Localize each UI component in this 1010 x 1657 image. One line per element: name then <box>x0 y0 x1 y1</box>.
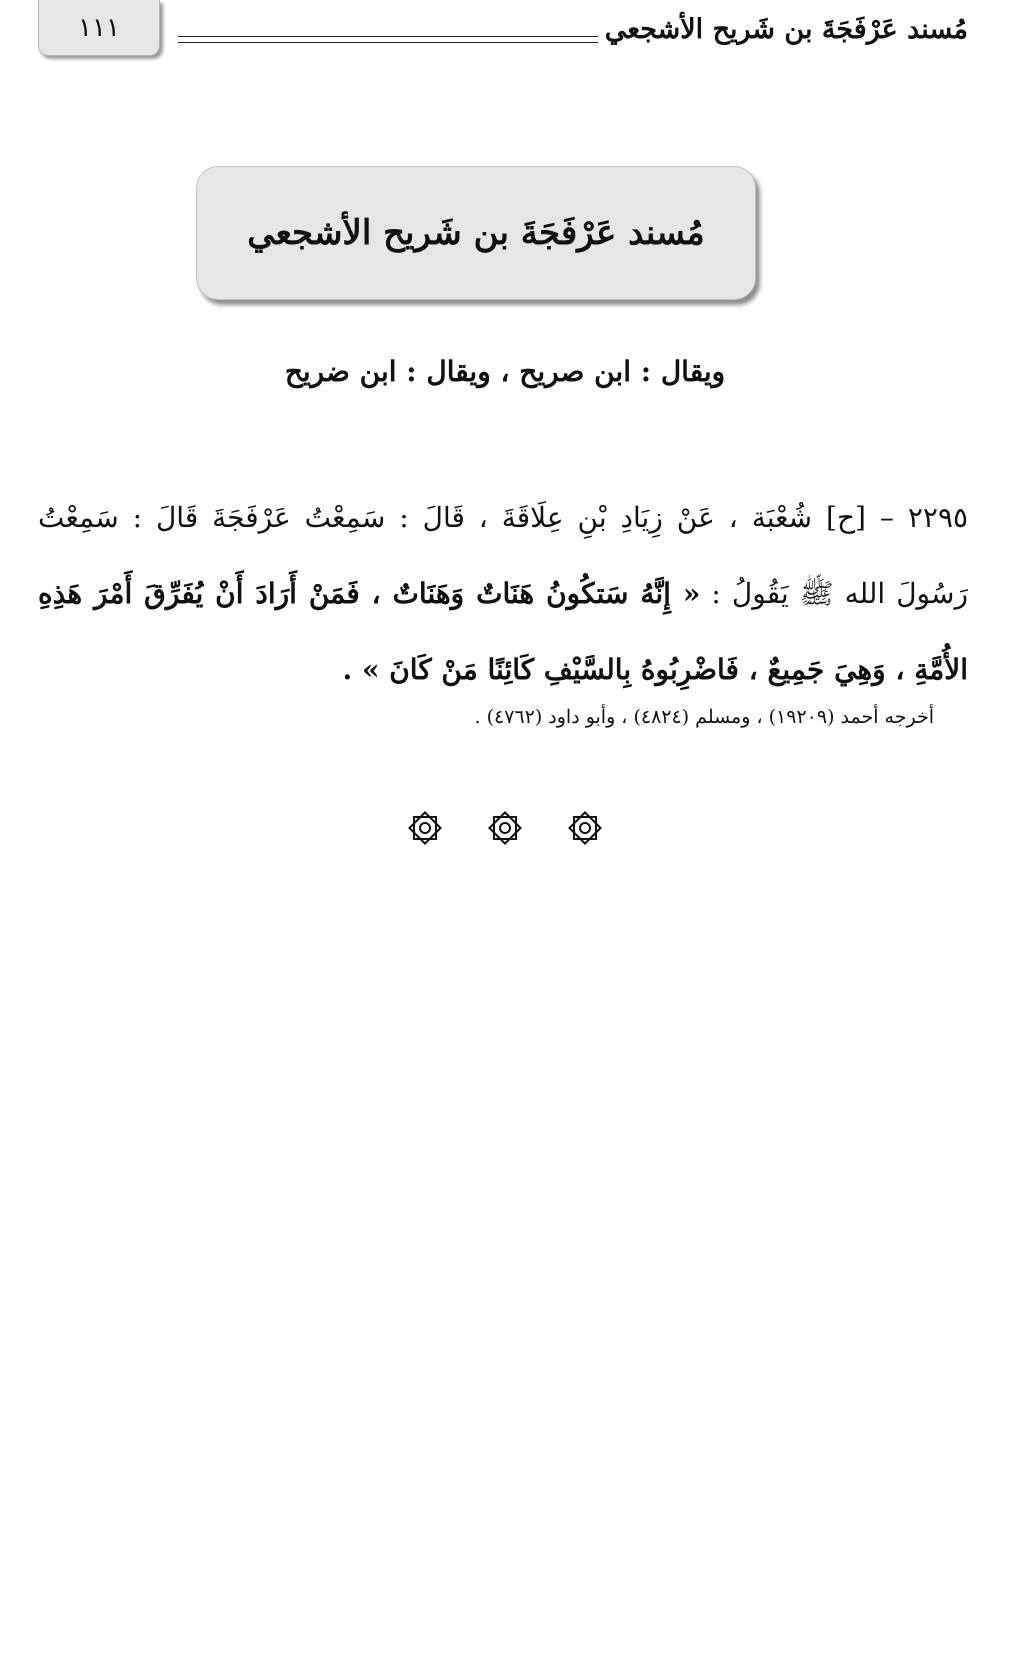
page-number-box <box>38 0 160 56</box>
page-number: ١١١ <box>78 12 120 43</box>
hadith-matn: « إِنَّهُ سَتكُونُ هَنَاتٌ وَهَنَاتٌ ، فَمَنْ أَرَادَ أَنْ يُفَرِّقَ أَمْرَ هَذِهِ الأُمَّةِ ، وَهِيَ جَمِيعٌ ، فَاضْرِبُوهُ بِالسَّيْفِ كَائِنًا مَنْ كَانَ » . <box>38 577 968 686</box>
hadith-isnad: – [ح] شُعْبَة ، عَنْ زِيَادِ بْنِ عِلَاقَةَ ، قَالَ : سَمِعْتُ عَرْفَجَةَ قَالَ : سَمِعْتُ رَسُولَ الله ﷺ يَقُولُ : <box>38 501 968 610</box>
hadith-number: ٢٢٩٥ <box>907 501 969 534</box>
running-title: مُسند عَرْفَجَةَ بن شَريح الأشجعي <box>604 14 968 45</box>
alternate-names: ويقال : ابن صريح ، ويقال : ابن ضريح <box>284 355 726 388</box>
section-title-box <box>196 166 756 300</box>
hadith-text <box>38 480 968 708</box>
eight-pointed-star-icon <box>565 808 605 848</box>
header-rule-top <box>178 36 598 37</box>
section-end-ornaments <box>0 808 1010 852</box>
eight-pointed-star-icon <box>485 808 525 848</box>
header-rule-bottom <box>178 42 598 43</box>
eight-pointed-star-icon <box>405 808 445 848</box>
takhrij-footnote: أخرجه أحمد (١٩٢٠٩) ، ومسلم (٤٨٢٤) ، وأبو داود (٤٧٦٢) . <box>474 706 934 728</box>
section-title: مُسند عَرْفَجَةَ بن شَريح الأشجعي <box>247 213 705 253</box>
